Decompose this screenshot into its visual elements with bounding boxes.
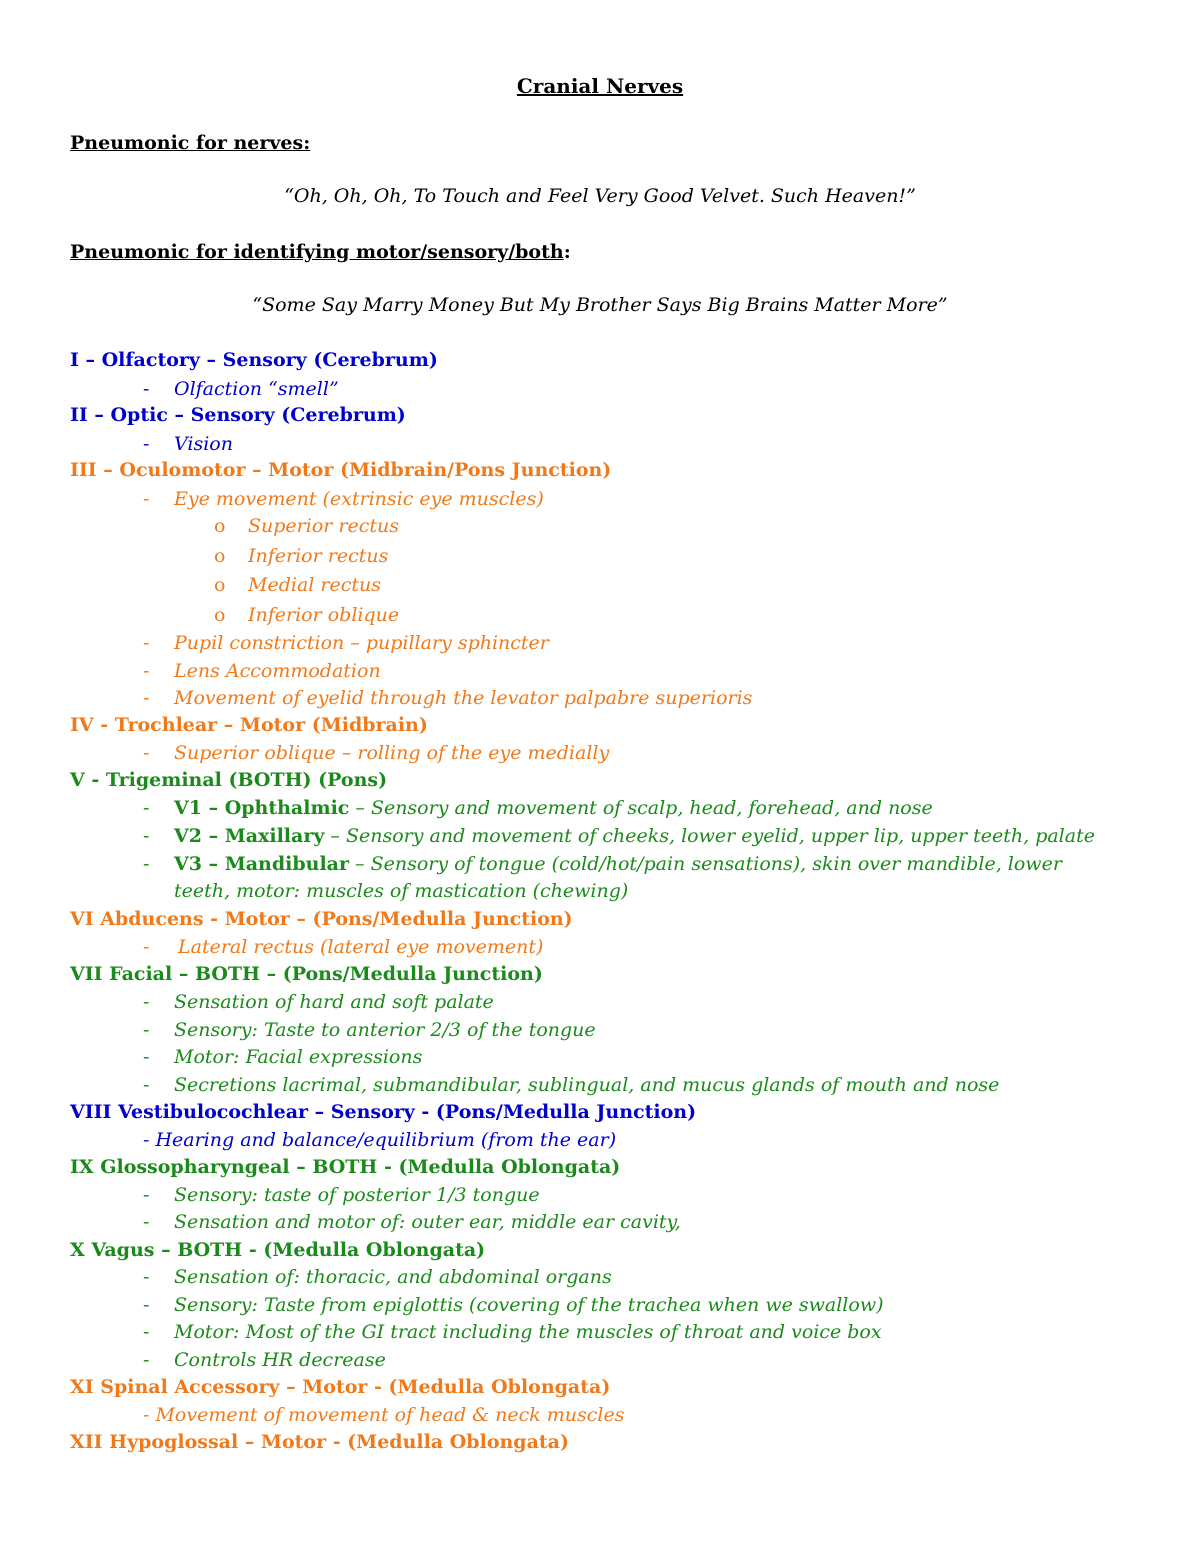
- nerve-iv-heading: IV - Trochlear – Motor (Midbrain): [70, 714, 428, 736]
- trigeminal-branch: - V3 – Mandibular – Sensory of tongue (cold/hot/pain sensations), skin over mandible, lower: [143, 853, 1062, 875]
- nerve-x-item: - Controls HR decrease: [143, 1349, 386, 1371]
- mnemonic-nerves-heading: Pneumonic for nerves:: [70, 132, 311, 154]
- muscle-item: o Medial rectus: [214, 574, 381, 596]
- nerve-ii-item: - Vision: [143, 433, 233, 455]
- nerve-xi-heading: XI Spinal Accessory – Motor - (Medulla Oblongata): [70, 1376, 611, 1398]
- nerve-i-heading: I – Olfactory – Sensory (Cerebrum): [70, 349, 438, 371]
- trigeminal-branch-continued: teeth, motor: muscles of mastication (chewing): [174, 880, 629, 902]
- nerve-vi-heading: VI Abducens - Motor – (Pons/Medulla Junction): [70, 908, 573, 930]
- mnemonic-nerves-text: “Oh, Oh, Oh, To Touch and Feel Very Good Velvet. Such Heaven!”: [284, 185, 916, 207]
- nerve-i-item: - Olfaction “smell”: [143, 378, 339, 400]
- nerve-iii-item: - Pupil constriction – pupillary sphincter: [143, 632, 549, 654]
- muscle-item: o Inferior rectus: [214, 545, 389, 567]
- nerve-iv-item: - Superior oblique – rolling of the eye medially: [143, 742, 610, 764]
- nerve-iii-item: - Eye movement (extrinsic eye muscles): [143, 488, 544, 510]
- nerve-vii-item: - Sensation of hard and soft palate: [143, 991, 494, 1013]
- page-title: Cranial Nerves: [516, 74, 684, 98]
- nerve-viii-item: - Hearing and balance/equilibrium (from the ear): [143, 1129, 617, 1151]
- nerve-ix-heading: IX Glossopharyngeal – BOTH - (Medulla Oblongata): [70, 1156, 621, 1178]
- mnemonic-type-heading: Pneumonic for identifying motor/sensory/both:: [70, 241, 571, 263]
- trigeminal-branch: - V1 – Ophthalmic – Sensory and movement of scalp, head, forehead, and nose: [143, 797, 933, 819]
- nerve-x-item: - Sensation of: thoracic, and abdominal organs: [143, 1266, 612, 1288]
- nerve-ix-item: - Sensation and motor of: outer ear, middle ear cavity,: [143, 1211, 681, 1233]
- nerve-xi-item: - Movement of movement of head & neck muscles: [143, 1404, 625, 1426]
- nerve-vi-item: - Lateral rectus (lateral eye movement): [143, 936, 544, 958]
- muscle-item: o Inferior oblique: [214, 604, 400, 626]
- trigeminal-branch: - V2 – Maxillary – Sensory and movement of cheeks, lower eyelid, upper lip, upper teeth, palate: [143, 825, 1095, 847]
- mnemonic-type-text: “Some Say Marry Money But My Brother Says Big Brains Matter More”: [252, 294, 948, 316]
- nerve-viii-heading: VIII Vestibulocochlear – Sensory - (Pons/Medulla Junction): [70, 1101, 697, 1123]
- nerve-iii-heading: III – Oculomotor – Motor (Midbrain/Pons Junction): [70, 459, 612, 481]
- nerve-ii-heading: II – Optic – Sensory (Cerebrum): [70, 404, 406, 426]
- nerve-xii-heading: XII Hypoglossal – Motor - (Medulla Oblongata): [70, 1431, 569, 1453]
- nerve-x-item: - Sensory: Taste from epiglottis (covering of the trachea when we swallow): [143, 1294, 884, 1316]
- nerve-iii-item: - Movement of eyelid through the levator palpabre superioris: [143, 687, 753, 709]
- nerve-vii-heading: VII Facial – BOTH – (Pons/Medulla Junction): [70, 963, 543, 985]
- nerve-x-heading: X Vagus – BOTH - (Medulla Oblongata): [70, 1239, 486, 1261]
- nerve-x-item: - Motor: Most of the GI tract including the muscles of throat and voice box: [143, 1321, 882, 1343]
- nerve-vii-item: - Motor: Facial expressions: [143, 1046, 423, 1068]
- nerve-vii-item: - Sensory: Taste to anterior 2/3 of the tongue: [143, 1019, 596, 1041]
- nerve-v-heading: V - Trigeminal (BOTH) (Pons): [70, 769, 388, 791]
- nerve-vii-item: - Secretions lacrimal, submandibular, sublingual, and mucus glands of mouth and nose: [143, 1074, 1000, 1096]
- nerve-ix-item: - Sensory: taste of posterior 1/3 tongue: [143, 1184, 540, 1206]
- muscle-item: o Superior rectus: [214, 515, 399, 537]
- nerve-iii-item: - Lens Accommodation: [143, 660, 381, 682]
